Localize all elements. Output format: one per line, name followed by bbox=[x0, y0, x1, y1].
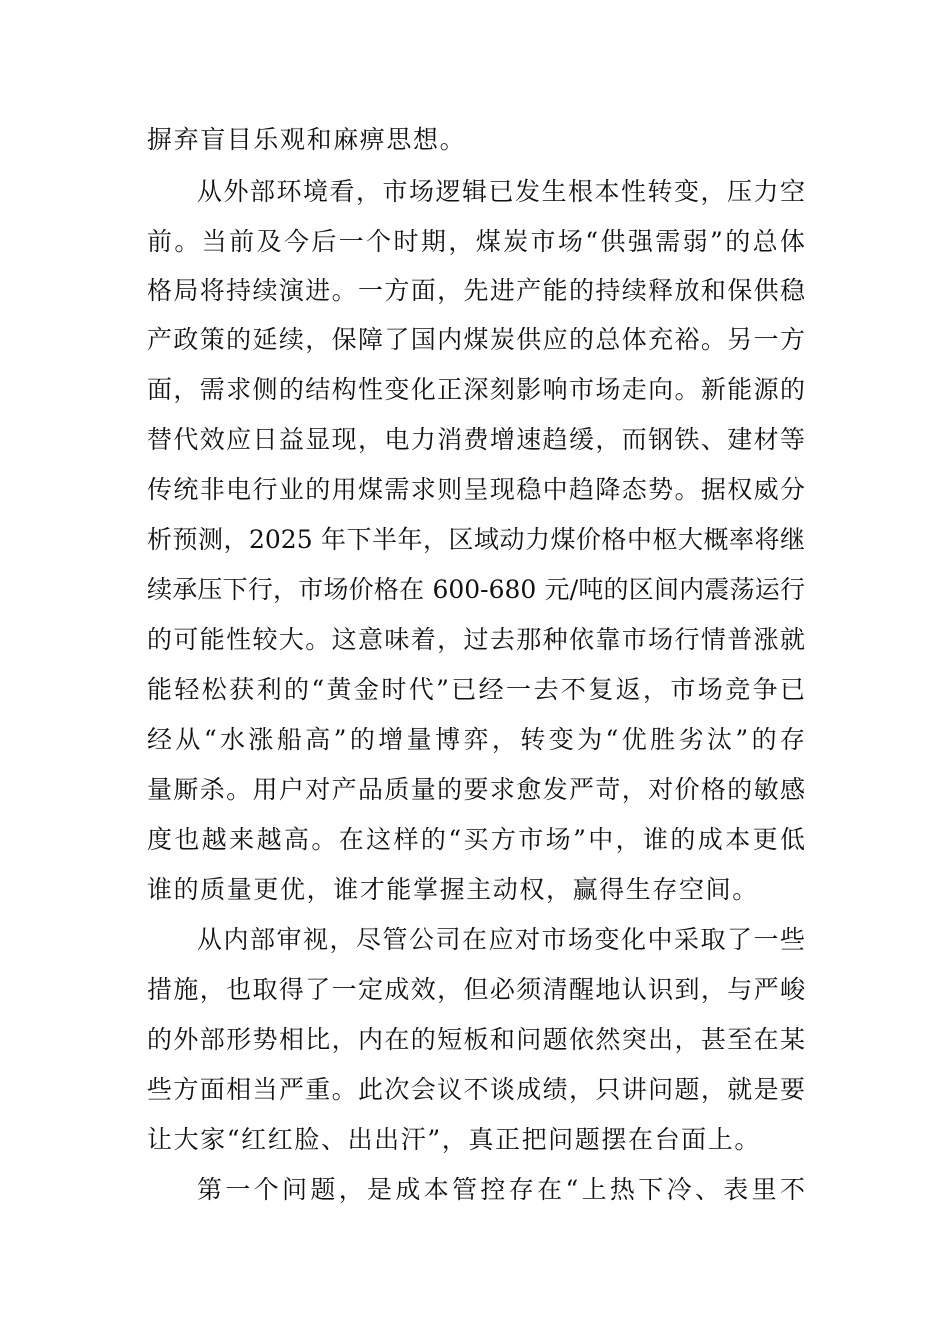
text-line: 前。当前及今后一个时期，煤炭市场“供强需弱”的总体 bbox=[147, 227, 805, 256]
text-line: 能轻松获利的“黄金时代”已经一去不复返，市场竞争已 bbox=[147, 675, 805, 704]
text-line: 传统非电行业的用煤需求则呈现稳中趋降态势。据权威分 bbox=[147, 475, 805, 504]
text-line: 摒弃盲目乐观和麻痹思想。 bbox=[147, 125, 467, 154]
text-line: 面，需求侧的结构性变化正深刻影响市场走向。新能源的 bbox=[147, 375, 805, 404]
text-line: 的可能性较大。这意味着，过去那种依靠市场行情普涨就 bbox=[147, 625, 805, 654]
text-line: 从内部审视，尽管公司在应对市场变化中采取了一些 bbox=[197, 925, 805, 954]
text-line: 的外部形势相比，内在的短板和问题依然突出，甚至在某 bbox=[147, 1025, 805, 1054]
text-line: 析预测，2025 年下半年，区域动力煤价格中枢大概率将继 bbox=[147, 525, 805, 554]
text-line: 替代效应日益显现，电力消费增速趋缓，而钢铁、建材等 bbox=[147, 425, 805, 454]
text-line: 度也越来越高。在这样的“买方市场”中，谁的成本更低 bbox=[147, 825, 805, 854]
text-line: 经从“水涨船高”的增量博弈，转变为“优胜劣汰”的存 bbox=[147, 725, 805, 754]
text-line: 续承压下行，市场价格在 600-680 元/吨的区间内震荡运行 bbox=[147, 575, 805, 604]
text-line: 谁的质量更优，谁才能掌握主动权，赢得生存空间。 bbox=[147, 875, 759, 904]
text-line: 格局将持续演进。一方面，先进产能的持续释放和保供稳 bbox=[147, 276, 805, 305]
text-line: 让大家“红红脸、出出汗”，真正把问题摆在台面上。 bbox=[147, 1125, 761, 1154]
text-line: 些方面相当严重。此次会议不谈成绩，只讲问题，就是要 bbox=[147, 1075, 805, 1104]
text-line: 产政策的延续，保障了国内煤炭供应的总体充裕。另一方 bbox=[147, 325, 805, 354]
text-line: 措施，也取得了一定成效，但必须清醒地认识到，与严峻 bbox=[147, 975, 805, 1004]
text-line: 从外部环境看，市场逻辑已发生根本性转变，压力空 bbox=[197, 177, 805, 206]
text-line: 量厮杀。用户对产品质量的要求愈发严苛，对价格的敏感 bbox=[147, 775, 805, 804]
text-line: 第一个问题，是成本管控存在“上热下冷、表里不 bbox=[197, 1175, 805, 1204]
